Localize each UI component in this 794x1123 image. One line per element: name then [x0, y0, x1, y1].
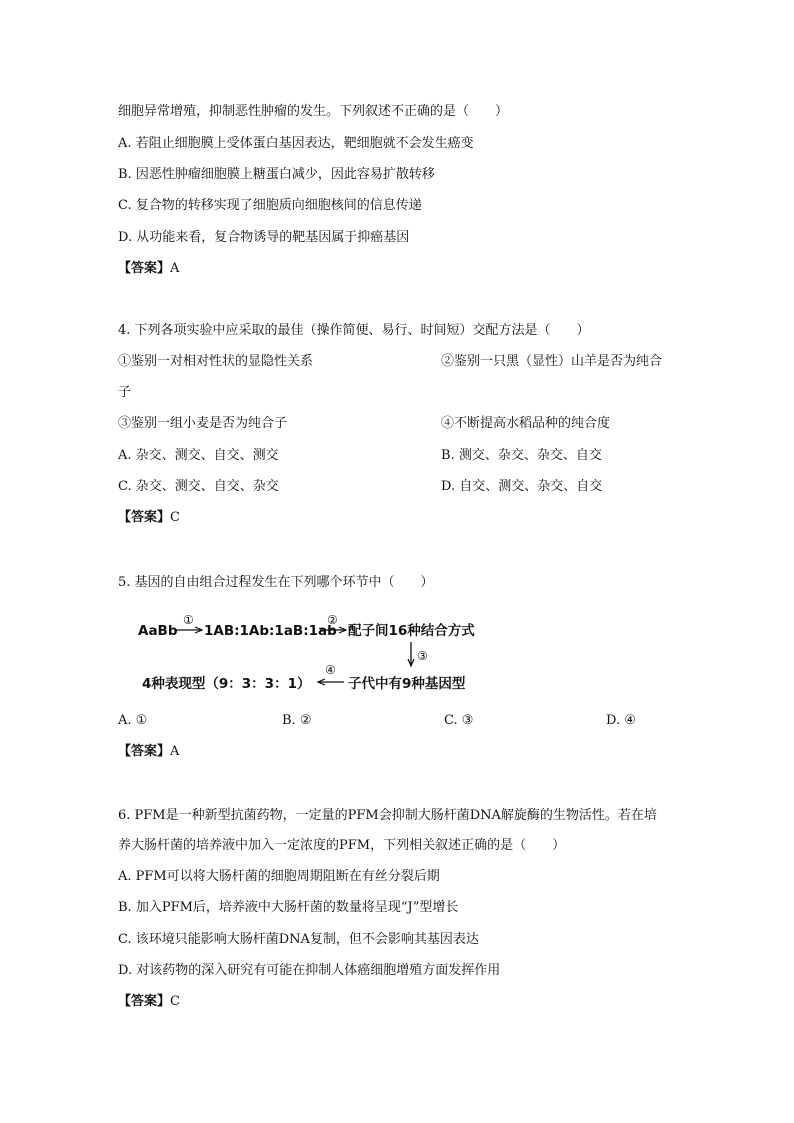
q6-answer-value: C	[170, 994, 180, 1009]
step-1-label: ①	[183, 613, 194, 627]
q4-item-4: ④不断提高水稻品种的纯合度	[441, 416, 611, 431]
q4-option-d: D. 自交、测交、杂交、自交	[441, 479, 603, 494]
q3-answer-label: 【答案】	[118, 261, 171, 276]
q4-item-2-cont: 子	[118, 385, 132, 400]
q4-item-2: ②鉴别一只黑（显性）山羊是否为纯合	[441, 354, 663, 369]
q6-stem-line-2: 养大肠杆菌的培养液中加入一定浓度的PFM，下列相关叙述正确的是（ ）	[118, 838, 566, 853]
q5-option-d: D. ④	[606, 713, 636, 728]
q4-answer-label: 【答案】	[118, 510, 171, 525]
diagram-genotypes: 子代中有9种基因型	[348, 676, 466, 692]
q5-answer	[118, 742, 179, 762]
q5-flow-diagram	[138, 608, 498, 696]
q6-option-b: B. 加入PFM后，培养液中大肠杆菌的数量将呈现“J”型增长	[118, 900, 459, 915]
q6-answer-label: 【答案】	[118, 994, 171, 1009]
q6-answer	[118, 992, 180, 1012]
q4-item-3: ③鉴别一组小麦是否为纯合子	[118, 416, 288, 431]
q6-option-d: D. 对该药物的深入研究有可能在抑制人体癌细胞增殖方面发挥作用	[118, 963, 501, 978]
diagram-gametes: 1AB:1Ab:1aB:1ab	[204, 623, 337, 639]
q3-option-d: D. 从功能来看，复合物诱导的靶基因属于抑癌基因	[118, 230, 410, 245]
q3-answer	[118, 259, 179, 279]
q4-option-b: B. 测交、杂交、杂交、自交	[441, 448, 602, 463]
step-3-label: ③	[417, 649, 428, 663]
q4-answer-value: C	[170, 510, 180, 525]
q5-option-b: B. ②	[282, 713, 312, 728]
diagram-combinations: 配子间16种结合方式	[348, 623, 475, 639]
q5-option-c: C. ③	[444, 713, 474, 728]
diagram-start: AaBb	[138, 623, 178, 639]
q3-stem: 细胞异常增殖，抑制恶性肿瘤的发生。下列叙述不正确的是（ ）	[118, 104, 509, 119]
q5-option-a: A. ①	[118, 713, 148, 728]
step-2-label: ②	[327, 613, 338, 627]
q4-item-1: ①鉴别一对相对性状的显隐性关系	[118, 354, 314, 369]
q5-answer-value: A	[170, 744, 180, 759]
step-4-label: ④	[325, 663, 336, 677]
q5-answer-label: 【答案】	[118, 744, 171, 759]
q4-answer	[118, 508, 180, 528]
q5-stem: 5. 基因的自由组合过程发生在下列哪个环节中（ ）	[118, 575, 434, 590]
q4-stem: 4. 下列各项实验中应采取的最佳（操作简便、易行、时间短）交配方法是（ ）	[118, 323, 590, 338]
q3-answer-value: A	[170, 261, 180, 276]
q3-option-b: B. 因恶性肿瘤细胞膜上糖蛋白减少，因此容易扩散转移	[118, 167, 435, 182]
diagram-phenotypes: 4种表现型（9：3：3：1）	[142, 676, 311, 692]
q6-option-a: A. PFM可以将大肠杆菌的细胞周期阻断在有丝分裂后期	[118, 869, 440, 884]
q3-option-c: C. 复合物的转移实现了细胞质向细胞核间的信息传递	[118, 198, 422, 213]
q4-option-a: A. 杂交、测交、自交、测交	[118, 448, 279, 463]
q6-option-c: C. 该环境只能影响大肠杆菌DNA复制，但不会影响其基因表达	[118, 932, 479, 947]
q3-option-a: A. 若阻止细胞膜上受体蛋白基因表达，靶细胞就不会发生癌变	[118, 136, 474, 151]
q6-stem-line-1: 6. PFM是一种新型抗菌药物，一定量的PFM会抑制大肠杆菌DNA解旋酶的生物活性。若在培	[118, 808, 657, 823]
q4-option-c: C. 杂交、测交、自交、杂交	[118, 479, 279, 494]
